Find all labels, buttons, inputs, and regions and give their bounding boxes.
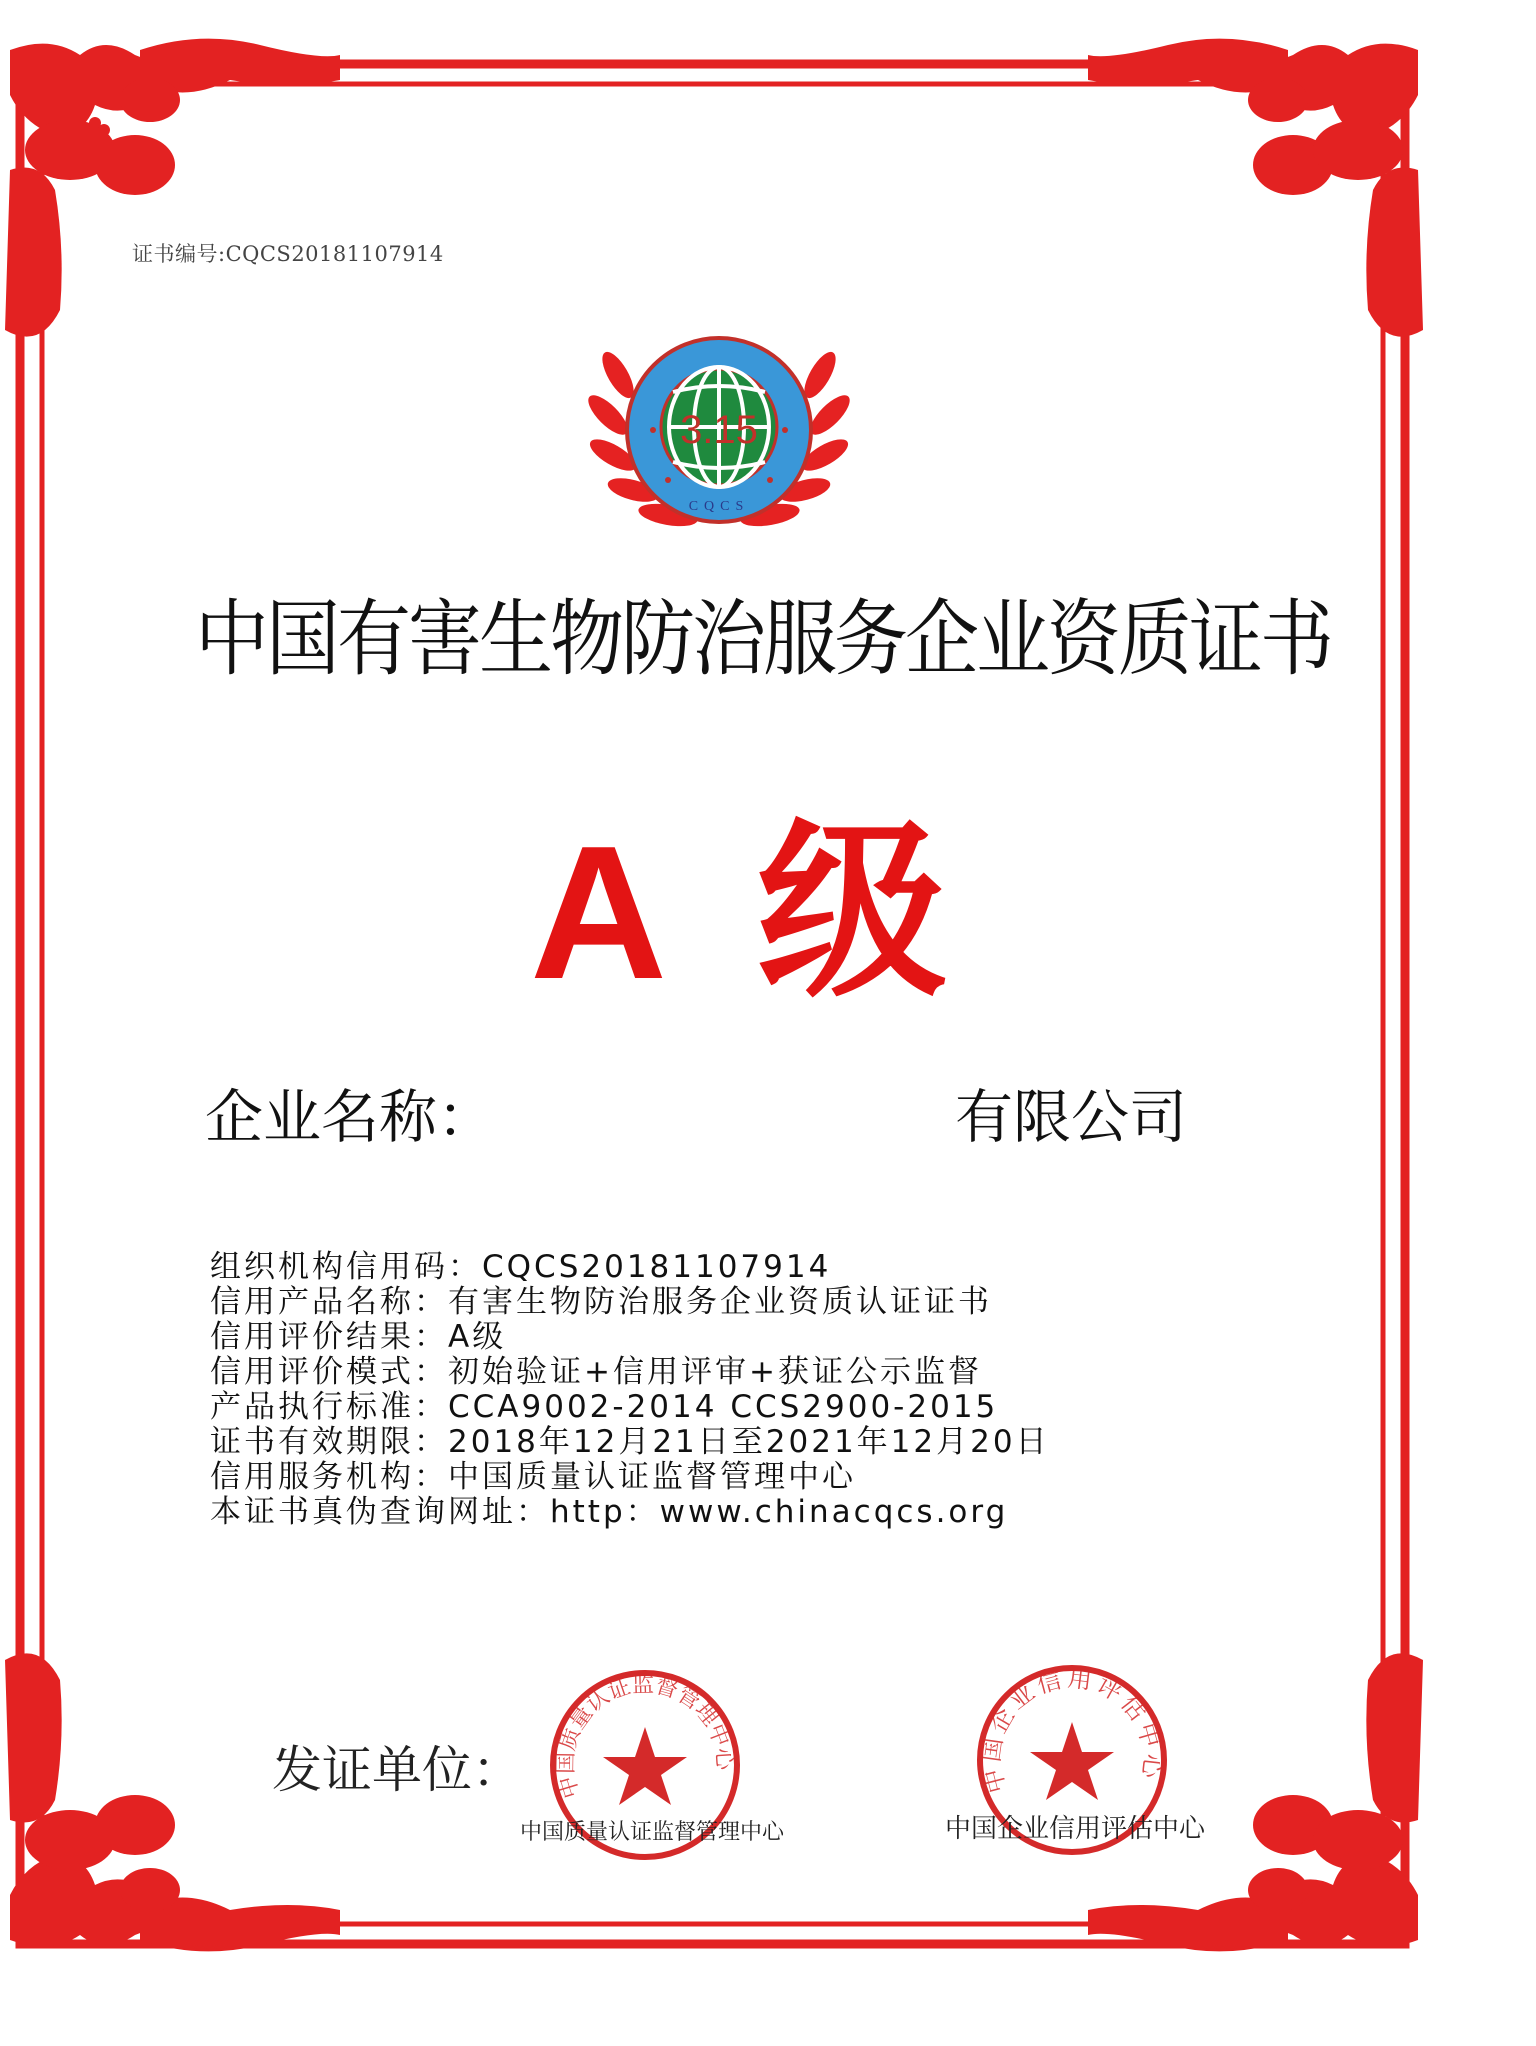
certificate-title: 中国有害生物防治服务企业资质证书 bbox=[195, 591, 1331, 688]
seal-caption: 中国企业信用评估中心 bbox=[945, 1814, 1206, 1844]
detail-row bbox=[210, 1425, 1050, 1460]
detail-row bbox=[210, 1285, 1050, 1320]
detail-value: 初始验证+信用评审+获证公示监督 bbox=[448, 1354, 982, 1390]
detail-label: 信用评价结果： bbox=[210, 1319, 448, 1355]
company-suffix: 有限公司 bbox=[955, 1083, 1188, 1151]
detail-value: CQCS20181107914 bbox=[482, 1249, 832, 1285]
detail-label: 信用评价模式： bbox=[210, 1354, 448, 1390]
grade-char: 级 bbox=[757, 807, 948, 1019]
seal-ring-text: 中国企业信用评估中心 bbox=[976, 1664, 1167, 1796]
corner-ornament-top-left bbox=[5, 39, 340, 337]
certificate-details bbox=[210, 1250, 1050, 1530]
detail-label: 本证书真伪查询网址： bbox=[210, 1494, 550, 1530]
grade-letter: A bbox=[530, 807, 668, 1019]
detail-label: 产品执行标准： bbox=[210, 1389, 448, 1425]
grade-heading bbox=[530, 760, 947, 1033]
cqcs-emblem bbox=[578, 330, 860, 536]
star-icon bbox=[603, 1727, 687, 1805]
seal-ring-text: 中国质量认证监督管理中心 bbox=[553, 1672, 737, 1801]
certificate-number: 证书编号:CQCS20181107914 bbox=[132, 242, 444, 266]
detail-label: 证书有效期限： bbox=[210, 1424, 448, 1460]
corner-ornament-top-right bbox=[1088, 39, 1423, 337]
detail-label: 组织机构信用码： bbox=[210, 1249, 482, 1285]
detail-row bbox=[210, 1390, 1050, 1425]
star-icon bbox=[1030, 1722, 1114, 1800]
company-name bbox=[205, 1070, 1187, 1154]
corner-ornament-bottom-left bbox=[5, 1653, 340, 1951]
detail-value: http：www.chinacqcs.org bbox=[550, 1494, 1009, 1530]
emblem-ring-text: CQCS bbox=[688, 499, 750, 514]
detail-value: CCA9002-2014 CCS2900-2015 bbox=[448, 1389, 999, 1425]
detail-value: A级 bbox=[448, 1319, 507, 1355]
detail-row bbox=[210, 1250, 1050, 1285]
detail-value: 2018年12月21日至2021年12月20日 bbox=[448, 1424, 1050, 1460]
seal-caption: 中国质量认证监督管理中心 bbox=[520, 1820, 785, 1845]
detail-label: 信用产品名称： bbox=[210, 1284, 448, 1320]
detail-value: 有害生物防治服务企业资质认证证书 bbox=[448, 1284, 992, 1320]
detail-row bbox=[210, 1320, 1050, 1355]
detail-label: 信用服务机构： bbox=[210, 1459, 448, 1495]
issuer-label: 发证单位： bbox=[272, 1741, 522, 1799]
emblem-center-text: 3.15 bbox=[680, 408, 758, 452]
detail-value: 中国质量认证监督管理中心 bbox=[448, 1459, 856, 1495]
detail-row bbox=[210, 1460, 1050, 1495]
detail-row bbox=[210, 1355, 1050, 1390]
detail-row bbox=[210, 1495, 1050, 1530]
company-label: 企业名称： bbox=[205, 1083, 496, 1151]
